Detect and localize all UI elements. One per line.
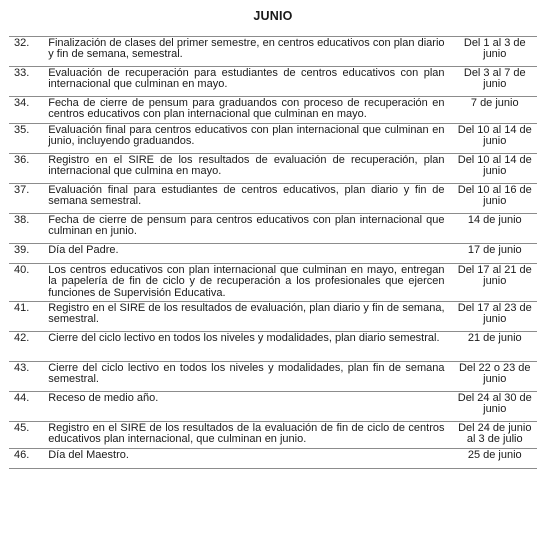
activity-date: 17 de junio: [453, 243, 537, 263]
activity-date: Del 17 al 23 de junio: [453, 302, 537, 332]
activity-date: Del 24 de junio al 3 de julio: [453, 422, 537, 449]
row-number: 44.: [9, 392, 48, 422]
row-number: 41.: [9, 302, 48, 332]
activity-date: Del 10 al 14 de junio: [453, 123, 537, 153]
row-number: 35.: [9, 123, 48, 153]
activity-description: Registro en el SIRE de los resultados de evaluación, plan diario y fin de semana, semestral.: [48, 302, 452, 332]
activity-date: 25 de junio: [453, 448, 537, 468]
activity-date: 21 de junio: [453, 332, 537, 362]
activity-table: [9, 36, 537, 469]
table-row: [9, 422, 537, 449]
table-row: [9, 392, 537, 422]
table-row: [9, 123, 537, 153]
row-number: 37.: [9, 183, 48, 213]
table-row: [9, 213, 537, 243]
activity-description: Fecha de cierre de pensum para centros educativos con plan internacional que culminan en junio.: [48, 213, 452, 243]
activity-description: Evaluación de recuperación para estudiantes de centros educativos con plan internacional que culminan en mayo.: [48, 67, 452, 97]
activity-date: Del 17 al 21 de junio: [453, 263, 537, 301]
activity-date: Del 10 al 14 de junio: [453, 153, 537, 183]
activity-description: Cierre del ciclo lectivo en todos los niveles y modalidades, plan diario semestral.: [48, 332, 452, 362]
row-number: 42.: [9, 332, 48, 362]
table-row: [9, 362, 537, 392]
activity-date: 14 de junio: [453, 213, 537, 243]
table-row: [9, 37, 537, 67]
table-row: [9, 243, 537, 263]
table-row: [9, 67, 537, 97]
row-number: 46.: [9, 448, 48, 468]
activity-description: Receso de medio año.: [48, 392, 452, 422]
row-number: 38.: [9, 213, 48, 243]
activity-date: 7 de junio: [453, 97, 537, 124]
activity-description: Finalización de clases del primer semestre, en centros educativos con plan diario y fin de semana, semestral.: [48, 37, 452, 67]
table-row: [9, 332, 537, 362]
activity-description: Día del Padre.: [48, 243, 452, 263]
activity-description: Día del Maestro.: [48, 448, 452, 468]
activity-date: Del 24 al 30 de junio: [453, 392, 537, 422]
row-number: 34.: [9, 97, 48, 124]
activity-date: Del 1 al 3 de junio: [453, 37, 537, 67]
activity-date: Del 10 al 16 de junio: [453, 183, 537, 213]
table-row: [9, 183, 537, 213]
row-number: 32.: [9, 37, 48, 67]
activity-date: Del 22 o 23 de junio: [453, 362, 537, 392]
table-row: [9, 263, 537, 301]
activity-description: Fecha de cierre de pensum para graduandos con proceso de recuperación en centros educativos con plan internacional que culminan en mayo.: [48, 97, 452, 124]
activity-description: Registro en el SIRE de los resultados de la evaluación de fin de ciclo de centros educativos plan internacional, que culminan en junio.: [48, 422, 452, 449]
row-number: 33.: [9, 67, 48, 97]
activity-description: Evaluación final para estudiantes de centros educativos, plan diario y fin de semana semestral.: [48, 183, 452, 213]
month-title: JUNIO: [253, 9, 293, 23]
activity-description: Cierre del ciclo lectivo en todos los niveles y modalidades, plan fin de semana semestral.: [48, 362, 452, 392]
activity-description: Evaluación final para centros educativos con plan internacional que culminan en junio, incluyendo graduandos.: [48, 123, 452, 153]
table-row: [9, 153, 537, 183]
activity-description: Los centros educativos con plan internacional que culminan en mayo, entregan la papelería de fin de ciclo y de recuperación a los profesionales que ejercen funciones de Supervisión Educativa.: [48, 263, 452, 301]
row-number: 39.: [9, 243, 48, 263]
row-number: 43.: [9, 362, 48, 392]
table-row: [9, 302, 537, 332]
row-number: 40.: [9, 263, 48, 301]
row-number: 36.: [9, 153, 48, 183]
row-number: 45.: [9, 422, 48, 449]
table-row: [9, 97, 537, 124]
activity-description: Registro en el SIRE de los resultados de evaluación de recuperación, plan internacional que culmina en mayo.: [48, 153, 452, 183]
table-row: [9, 448, 537, 468]
activity-date: Del 3 al 7 de junio: [453, 67, 537, 97]
